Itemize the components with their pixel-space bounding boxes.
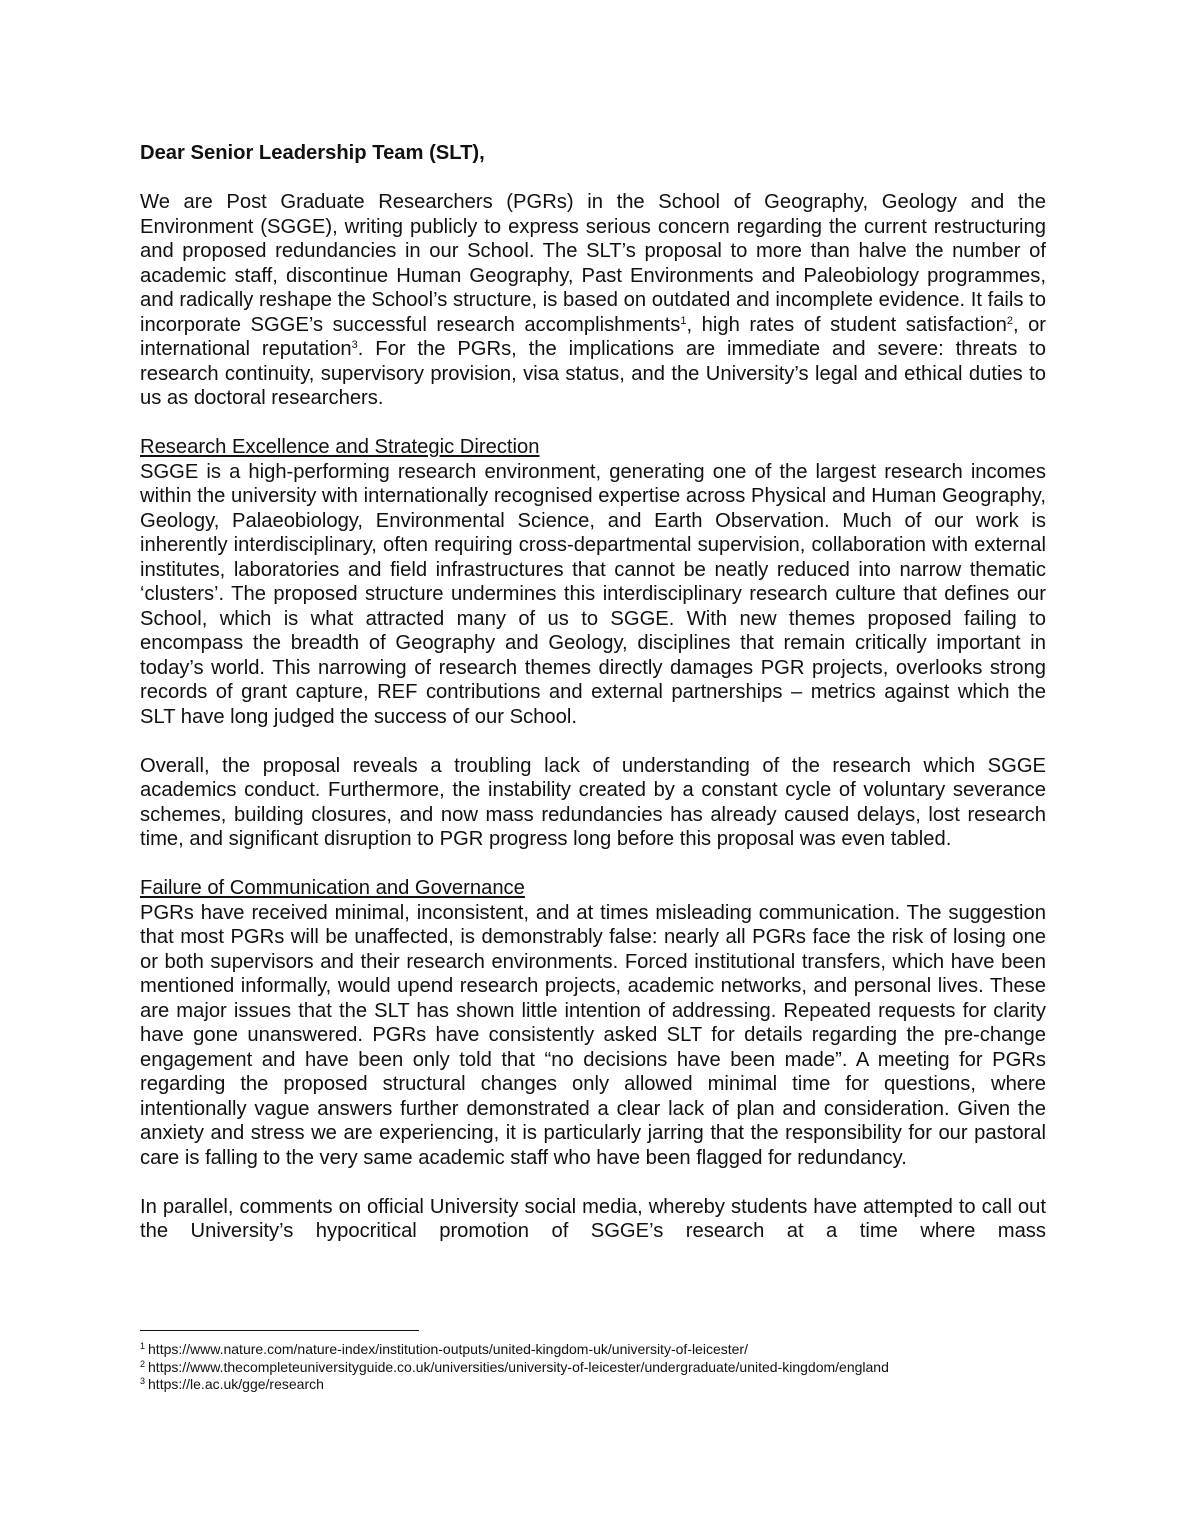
footnote-number: 2 bbox=[140, 1358, 146, 1369]
letter-body bbox=[140, 141, 1046, 1268]
section-research-excellence bbox=[140, 435, 1046, 729]
footnote-link[interactable]: https://www.thecompleteuniversityguide.co.uk/universities/university-of-leicester/undergraduate/united-kingdom/england bbox=[148, 1358, 889, 1375]
footnote-link[interactable]: https://le.ac.uk/gge/research bbox=[148, 1376, 324, 1392]
section-heading: Research Excellence and Strategic Direction bbox=[140, 436, 540, 458]
footnote-2 bbox=[140, 1359, 1046, 1377]
footnotes bbox=[140, 1330, 1046, 1394]
section-heading: Failure of Communication and Governance bbox=[140, 877, 525, 899]
section-paragraph: PGRs have received minimal, inconsistent, and at times misleading communication. The suggestion that most PGRs will be unaffected, is demonstrably false: nearly all PGRs face the risk of losing one or both supervisors and their research environments. Forced institutional transfers, which have been mentioned informally, would upend research projects, academic networks, and personal lives. These are major issues that the SLT has shown little intention of addressing. Repeated requests for clarity have gone unanswered. PGRs have consistently asked SLT for details regarding the pre-change engagement and have been only told that “no decisions have been made”. A meeting for PGRs regarding the proposed structural changes only allowed minimal time for questions, where intentionally vague answers further demonstrated a clear lack of plan and consideration. Given the anxiety and stress we are experiencing, it is particularly jarring that the responsibility for our pastoral care is falling to the very same academic staff who have been flagged for redundancy. bbox=[140, 901, 1046, 1169]
intro-paragraph bbox=[140, 190, 1046, 411]
footnote-ref-2[interactable]: 2 bbox=[1006, 314, 1013, 327]
section-paragraph: In parallel, comments on official University social media, whereby students have attempted to call out the University’s hypocritical promotion of SGGE’s research at a time where mass bbox=[140, 1195, 1046, 1242]
footnote-link[interactable]: https://www.nature.com/nature-index/institution-outputs/united-kingdom-uk/university-of-leicester/ bbox=[148, 1341, 748, 1357]
salutation: Dear Senior Leadership Team (SLT), bbox=[140, 142, 485, 164]
section-communication-governance bbox=[140, 876, 1046, 1170]
intro-text-1: We are Post Graduate Researchers (PGRs) in the School of Geography, Geology and the Environment (SGGE), writing publicly to express serious concern regarding the current restructuring and proposed redundancies in our School. The SLT’s proposal to more than halve the number of academic staff, discontinue Human Geography, Past Environments and Paleobiology programmes, and radically reshape the School’s structure, is based on outdated and incomplete evidence. It fails to incorporate SGGE’s successful research accomplishments bbox=[140, 191, 1046, 336]
section-paragraph: Overall, the proposal reveals a troubling lack of understanding of the research which SGGE academics conduct. Furthermore, the instability created by a constant cycle of voluntary severance schemes, building closures, and now mass redundancies has already caused delays, lost research time, and significant disruption to PGR progress long before this proposal was even tabled. bbox=[140, 754, 1046, 850]
intro-text-4: . For the PGRs, the implications are immediate and severe: threats to research continuity, supervisory provision, visa status, and the University’s legal and ethical duties to us as doctoral researchers. bbox=[140, 338, 1047, 409]
footnote-ref-1[interactable]: 1 bbox=[680, 314, 687, 327]
footnote-number: 3 bbox=[140, 1376, 146, 1386]
footnote-number: 1 bbox=[140, 1341, 146, 1351]
footnote-1 bbox=[140, 1341, 1046, 1359]
section-paragraph: SGGE is a high-performing research environment, generating one of the largest research incomes within the university with internationally recognised expertise across Physical and Human Geography, Geology, Palaeobiology, Environmental Science, and Earth Observation. Much of our work is inherently interdisciplinary, often requiring cross-departmental supervision, collaboration with external institutes, laboratories and field infrastructures that cannot be neatly reduced into narrow thematic ‘clusters’. The proposed structure undermines this interdisciplinary research culture that defines our School, which is what attracted many of us to SGGE. With new themes proposed failing to encompass the breadth of Geography and Geology, disciplines that remain critically important in today’s world. This narrowing of research themes directly damages PGR projects, overlooks strong records of grant capture, REF contributions and external partnerships – metrics against which the SLT have long judged the success of our School. bbox=[140, 460, 1046, 728]
footnote-divider bbox=[140, 1330, 419, 1331]
footnote-ref-3[interactable]: 3 bbox=[351, 339, 358, 351]
intro-text-3: , or international reputation bbox=[140, 313, 1047, 360]
intro-text-2: , high rates of student satisfaction bbox=[686, 313, 1007, 336]
footnote-3 bbox=[140, 1376, 1046, 1394]
